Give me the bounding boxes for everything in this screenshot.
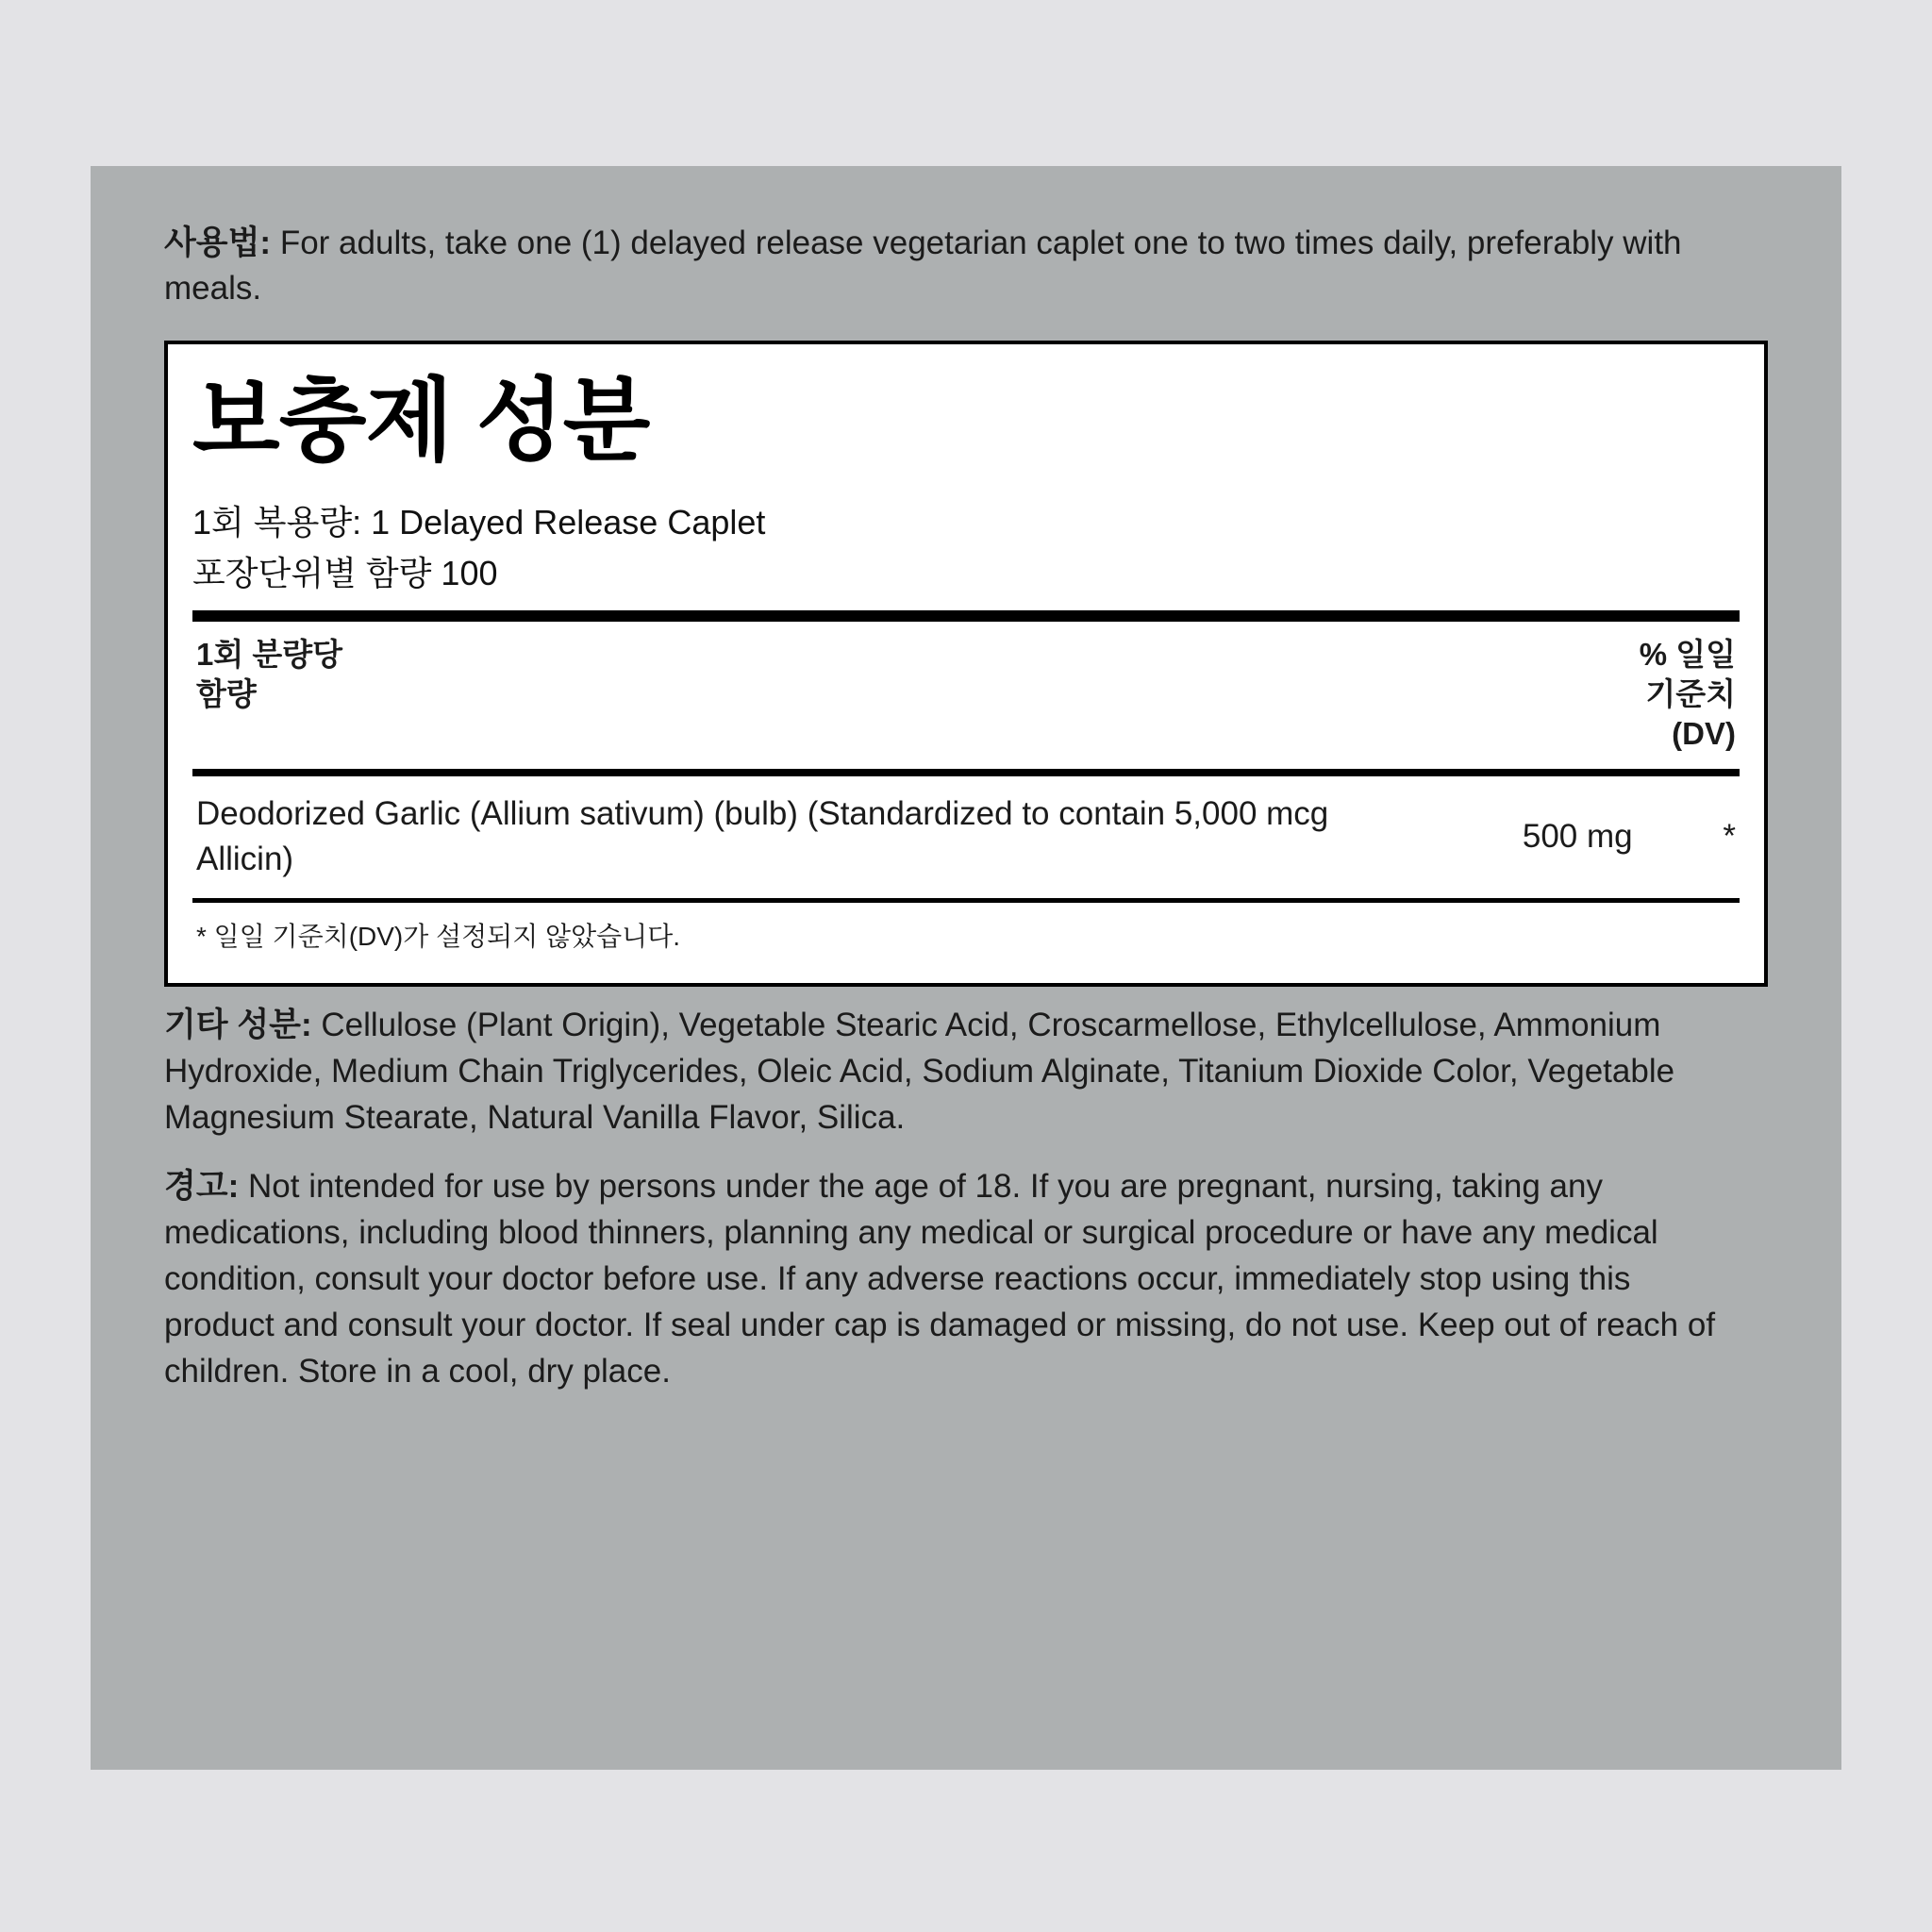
table-header-row [192, 622, 1740, 770]
table-row [192, 776, 1740, 898]
label-content [164, 221, 1768, 1394]
header-dv-line3: (DV) [1672, 716, 1736, 752]
other-ingredients-label: 기타 성분: [164, 1007, 312, 1044]
other-ingredients-paragraph [164, 1002, 1749, 1141]
header-daily-value [1640, 635, 1736, 755]
nutrient-daily-value: * [1723, 817, 1736, 855]
nutrient-name: Deodorized Garlic (Allium sativum) (bulb) (Standardized to contain 5,000 mcg Allicin) [196, 795, 1329, 877]
supplement-label-card [91, 166, 1841, 1770]
directions-label: 사용법: [164, 225, 272, 261]
supplement-facts-title: 보충제 성분 [192, 371, 650, 473]
warning-label: 경고: [164, 1168, 240, 1206]
header-amount-line1: 1회 분량당 [196, 636, 343, 672]
supplement-facts-panel [164, 341, 1768, 987]
nutrient-amount: 500 mg [1522, 817, 1633, 855]
daily-value-footnote: * 일일 기준치(DV)가 설정되지 않았습니다. [196, 921, 681, 951]
serving-size: 1회 복용량: 1 Delayed Release Caplet [192, 502, 766, 541]
servings-per-container: 포장단위별 함량 100 [192, 553, 498, 592]
warning-paragraph [164, 1163, 1749, 1394]
divider-under-header [192, 769, 1740, 776]
warning-text: Not intended for use by persons under the age of 18. If you are pregnant, nursing, taking any medications, including blood thinners, planning any medical or surgical procedure or have any medical condition, consult your doctor before use. If any adverse reactions occur, immediately stop using this product and consult your doctor. If seal under cap is damaged or missing, do not use. Keep out of reach of children. Store in a cool, dry place. [164, 1168, 1716, 1391]
directions-paragraph [164, 221, 1692, 310]
header-amount-per-serving [196, 635, 342, 714]
header-dv-line2: 기준치 [1645, 675, 1736, 711]
header-amount-line2: 함량 [196, 675, 257, 711]
other-ingredients-text: Cellulose (Plant Origin), Vegetable Stearic Acid, Croscarmellose, Ethylcellulose, Ammonium Hydroxide, Medium Chain Triglycerides, Oleic Acid, Sodium Alginate, Titanium Dioxide Color, Vegetable Magnesium Stearate, Natural Vanilla Flavor, Silica. [164, 1007, 1675, 1137]
header-dv-line1: % 일일 [1639, 636, 1736, 672]
directions-text: For adults, take one (1) delayed release vegetarian caplet one to two times daily, preferably with meals. [164, 225, 1682, 307]
divider-thick-top [192, 610, 1740, 622]
